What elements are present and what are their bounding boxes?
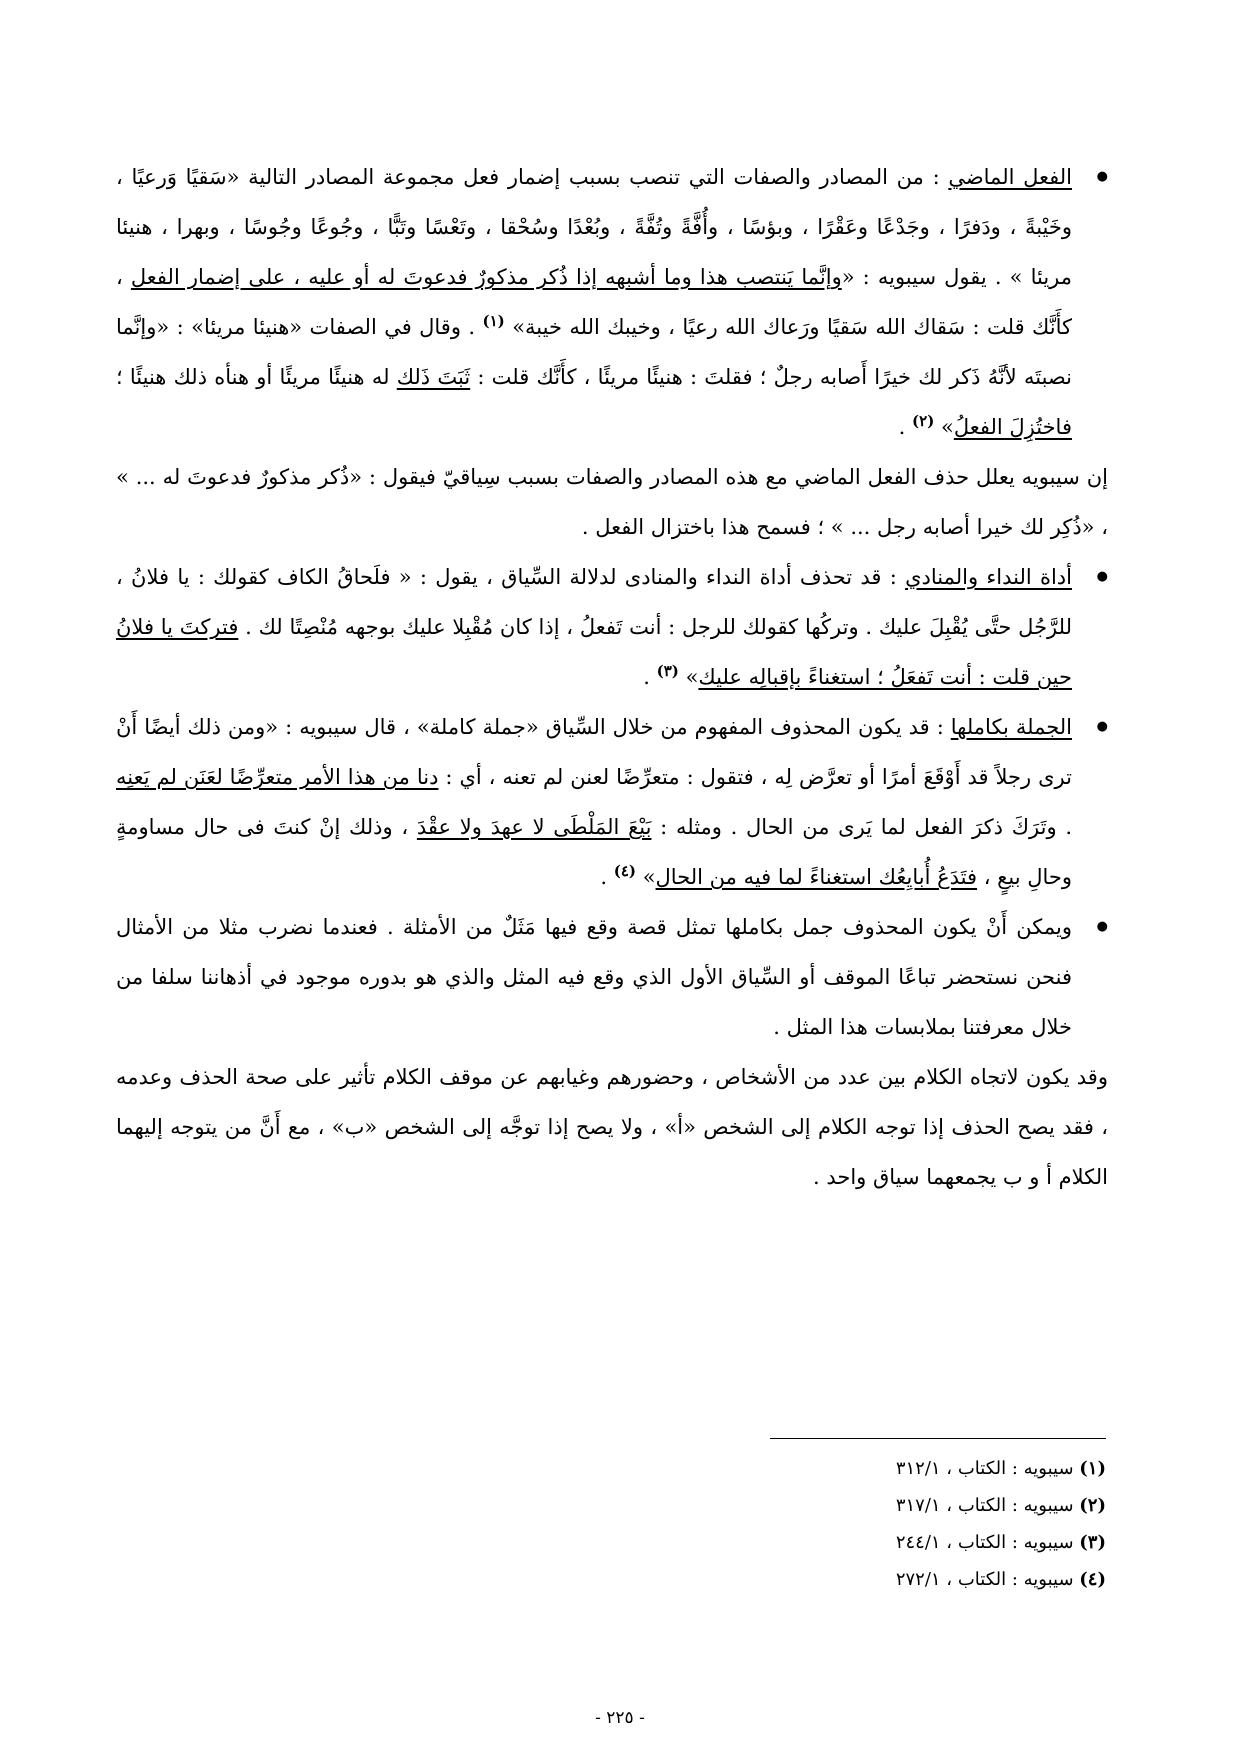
footnote-text: سيبويه : الكتاب ، ٢٧٢/١ (895, 1569, 1080, 1590)
underlined-text: أداة النداء والمنادي (905, 565, 1072, 589)
footnote-reference: (٢) (912, 412, 935, 430)
text-run: ، كأَنَّك قلت : سَقاك الله سَقيًا ورَعاك الله رعيًا ، وخيبك الله خيبة» (116, 265, 1072, 339)
footnote-number: (٣) (1079, 1532, 1106, 1553)
text-run: » (934, 415, 954, 439)
bullet-paragraph (116, 702, 1108, 902)
page-number: - ٢٢٥ - (595, 1708, 645, 1728)
underlined-text: فتركتَ يا فلانُ حين قلت : أنت تَفعَلُ ؛ استغناءً بإقبالِه عليك (116, 615, 1072, 689)
bullet-paragraph (116, 902, 1108, 1052)
footnote-3 (770, 1524, 1106, 1561)
footnote-2 (770, 1487, 1106, 1524)
footnote-text: سيبويه : الكتاب ، ٢٤٤/١ (895, 1532, 1080, 1553)
underlined-text: دنا من هذا الأمر متعرِّضًا لعَنَن لم يَعنِه (116, 765, 439, 789)
footnotes (770, 1450, 1106, 1598)
text-run: » (678, 665, 699, 689)
underlined-text: فاختُزِلَ الفعلُ (953, 415, 1072, 439)
footnote-reference: (٤) (613, 862, 637, 880)
underlined-text: وإنَّما يَنتصب هذا وما أشبهه إذا ذُكر مذكورٌ فدعوتَ له أو عليه ، على إضمار الفعل (130, 265, 842, 289)
footnote-number: (٤) (1079, 1569, 1106, 1590)
paragraph (116, 452, 1108, 552)
bullet-paragraph (116, 152, 1108, 452)
text-run: . (643, 665, 657, 689)
footnote-text: سيبويه : الكتاب ، ٣١٧/١ (895, 1495, 1080, 1516)
text-run: إن سيبويه يعلل حذف الفعل الماضي مع هذه المصادر والصفات بسبب سِياقيّ فيقول : «ذُكر مذكورٌ فدعوتَ له ... » ، «ذُكِر لك خيرا أصابه رجل ... » ؛ فسمح هذا باختزال الفعل . (116, 465, 1108, 539)
text-run: : من المصادر والصفات التي تنصب بسبب إضمار فعل مجموعة المصادر التالية «سَقيًا وَرعيًا ، وخَيْبةً ، ودَفرًا ، وجَدْعًا وعَقْرًا ، وبؤسًا ، وأُفَّةً وتُفَّةً ، وبُعْدًا وسُحْقا ، وتَعْسًا وتَبًّا ، وجُوعًا وجُوسًا ، وبهرا ، هنيئا مريئا » . يقول سيبويه : « (116, 165, 1072, 289)
text-run: ويمكن أَنْ يكون المحذوف جمل بكاملها تمثل قصة وقع فيها مَثَلٌ من الأمثلة . فعندما نضرب مثلا من الأمثال فنحن نستحضر تباعًا الموقف أو السِّياق الأول الذي وقع فيه المثل والذي هو بدوره موجود في أذهاننا سلفا من خلال معرفتنا بملابسات هذا المثل . (116, 915, 1072, 1039)
footnote-4 (770, 1561, 1106, 1598)
text-run: ، وذلك إنْ كنتَ فى حال مساومةٍ وحالِ بيعٍ ، (116, 815, 1072, 889)
text-run: . وقال في الصفات «هنيئا مريئا» : «وإنَّما نصبتَه لأنَّهُ ذَكر لك خيرًا أَصابه رجلٌ ؛ فقلتَ : هنيئًا مريئًا ، كأَنَّك قلت : (116, 315, 1072, 389)
footnote-number: (١) (1079, 1458, 1106, 1479)
paragraph (116, 1052, 1108, 1202)
text-run: : قد تحذف أداة النداء والمنادى لدلالة السِّياق ، يقول : « فلَحاقُ الكاف كقولك : يا فلانُ ، للرَّجُل حتَّى يُقْبِلَ عليك . وتركُها كقولك للرجل : أنت تَفعلُ ، إذا كان مُقْبِلا عليك بوجهه مُنْصِتًا لك . (116, 565, 1072, 639)
text-run: له هنيئًا مريئًا أو هنأه ذلك هنيئًا ؛ (116, 365, 397, 389)
underlined-text: فتَدَعُ أُبايِعُك استغناءً لما فيه من الحال (655, 865, 978, 889)
underlined-text: الجملة بكاملها (950, 715, 1073, 739)
footnote-reference: (٣) (656, 662, 679, 680)
footnote-1 (770, 1450, 1106, 1487)
underlined-text: الفعل الماضي (948, 165, 1072, 189)
bullet-paragraph (116, 552, 1108, 702)
footnote-number: (٢) (1079, 1495, 1106, 1516)
text-run: وقد يكون لاتجاه الكلام بين عدد من الأشخاص ، وحضورهم وغيابهم عن موقف الكلام تأثير على صحة الحذف وعدمه ، فقد يصح الحذف إذا توجه الكلام إلى الشخص «أ» ، ولا يصح إذا توجَّه إلى الشخص «ب» ، مع أَنَّ من يتوجه إليهما الكلام أ و ب يجمعهما سياق واحد . (116, 1065, 1108, 1189)
footnote-reference: (١) (482, 312, 505, 330)
text-run: . (898, 415, 913, 439)
main-text (116, 152, 1108, 1202)
underlined-text: ثَبَتَ ذَلك (396, 365, 471, 389)
underlined-text: بَيْعَ المَلْطَى لا عهدَ ولا عقْدَ (416, 815, 652, 839)
text-run: : قد يكون المحذوف المفهوم من خلال السِّياق «جملة كاملة» ، قال سيبويه : «ومن ذلك أيضًا أَنْ ترى رجلاً قد أَوْقَعَ أمرًا أو تعرَّض لِه ، فتقول : متعرِّضًا لعنن لم تعنه ، أي : (116, 715, 1072, 789)
footnote-separator (770, 1438, 1106, 1439)
text-run: » (636, 865, 656, 889)
footnote-text: سيبويه : الكتاب ، ٣١٢/١ (895, 1458, 1080, 1479)
text-run: . وتَرَكَ ذكرَ الفعل لما يَرى من الحال . ومثله : (651, 815, 1073, 839)
text-run: . (600, 865, 614, 889)
